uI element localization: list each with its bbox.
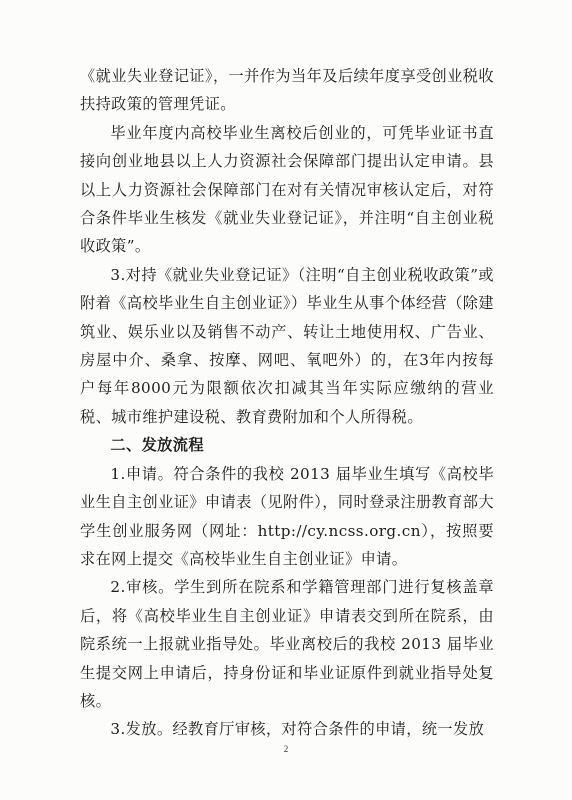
- paragraph-step-review: 2.审核。学生到所在院系和学籍管理部门进行复核盖章后，将《高校毕业生自主创业证》申请表交到所在院系，由院系统一上报就业指导处。毕业离校后的我校 2013 届毕业生提交网上申请后，持身份证和毕业证原件到就业指导处复核。: [80, 578, 494, 710]
- paragraph-step-issue: 3.发放。经教育厅审核，对符合条件的申请，统一发放: [110, 720, 485, 739]
- section-heading-issuance-process: 二、发放流程: [110, 436, 204, 455]
- page-number: 2: [283, 744, 289, 754]
- paragraph-step-apply: 1.申请。符合条件的我校 2013 届毕业生填写《高校毕业生自主创业证》申请表（见附件），同时登录注册教育部大学生创业服务网（网址：http://cy.ncss.org.cn），按照要求在网上提交《高校毕业生自主创业证》申请。: [80, 464, 494, 568]
- paragraph-continuation: 《就业失业登记证》，一并作为当年及后续年度享受创业税收扶持政策的管理凭证。: [80, 67, 494, 114]
- document-body: [80, 62, 494, 744]
- paragraph-graduate-application: 毕业年度内高校毕业生离校后创业的，可凭毕业证书直接向创业地县以上人力资源社会保障部门提出认定申请。县以上人力资源社会保障部门在对有关情况审核认定后，对符合条件毕业生核发《就业失业登记证》，并注明“自主创业税收政策”。: [80, 123, 494, 256]
- paragraph-tax-deduction: 3.对持《就业失业登记证》（注明“自主创业税收政策”或附着《高校毕业生自主创业证》）毕业生从事个体经营（除建筑业、娱乐业以及销售不动产、转让土地使用权、广告业、房屋中介、桑拿、按摩、网吧、氧吧外）的，在3年内按每户每年8000元为限额依次扣减其当年实际应缴纳的营业税、城市维护建设税、教育费附加和个人所得税。: [80, 265, 494, 426]
